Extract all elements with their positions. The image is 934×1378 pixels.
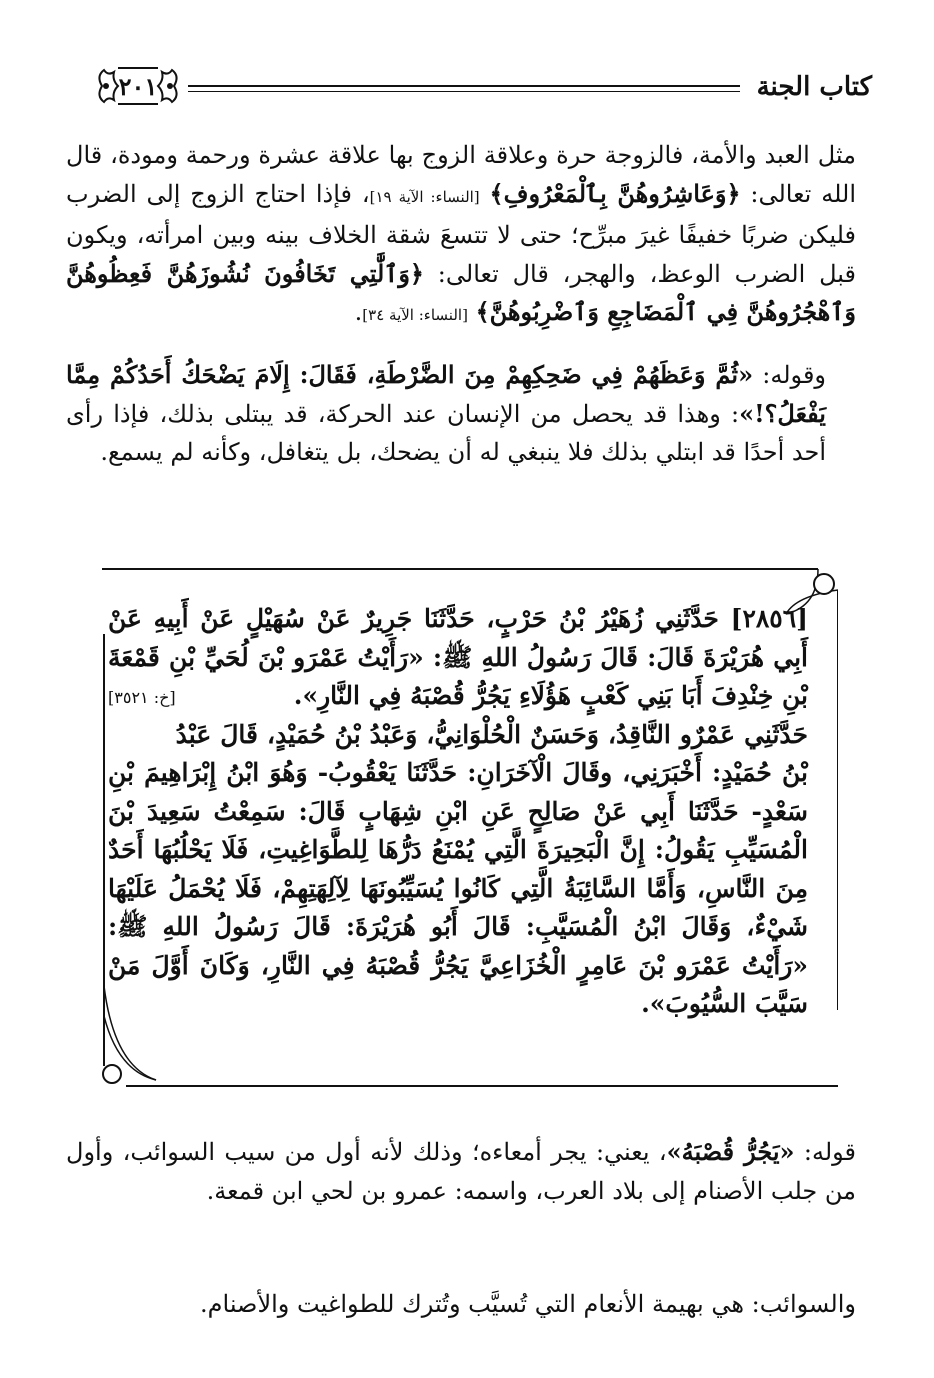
commentary-paragraph-1 xyxy=(66,136,856,335)
commentary-paragraph-4 xyxy=(66,1285,856,1324)
hadith-narration-2: حَدَّثَنِي عَمْرٌو النَّاقِدُ، وَحَسَنٌ الْحُلْوَانِيُّ، وَعَبْدُ بْنُ حُمَيْدٍ، قَالَ عَبْدُ بْنُ حُمَيْدٍ: أَخْبَرَنِي، وقَالَ الْآخَرَانِ: حَدَّثَنَا يَعْقُوبُ- وَهُوَ ابْنُ إِبْرَاهِيمَ بْنِ سَعْدٍ- حَدَّثَنَا أَبِي عَنْ صَالِحٍ عَنِ ابْنِ شِهَابٍ قَالَ: سَمِعْتُ سَعِيدَ بْنَ الْمُسَيِّبِ يَقُولُ: إِنَّ الْبَحِيرَةَ الَّتِي يُمْنَعُ دَرُّهَا لِلطَّوَاغِيتِ، فَلَا يَحْلُبُهَا أَحَدٌ مِنَ النَّاسِ، وَأَمَّا السَّائِبَةُ الَّتِي كَانُوا يُسَيِّبُونَهَا لِآلِهَتِهِمْ، فَلَا يُحْمَلُ عَلَيْهَا شَيْءٌ، وَقَالَ ابْنُ الْمُسَيَّبِ: قَالَ أَبُو هُرَيْرَةَ: قَالَ رَسُولُ اللهِ ﷺ: «رَأَيْتُ عَمْرَو بْنَ عَامِرٍ الْخُزَاعِيَّ يَجُرُّ قُصْبَهُ فِي النَّارِ، وَكَانَ أَوَّلَ مَنْ سَيَّبَ السُّيُوبَ». xyxy=(108,719,808,1018)
quran-verse: ﴿وَٱلَّٰتِي تَخَافُونَ نُشُوزَهُنَّ فَعِظُوهُنَّ وَٱهْجُرُوهُنَّ فِي ٱلْمَضَاجِعِ وَٱضْرِبُوهُنَّ﴾ xyxy=(66,258,856,326)
page-number-ornament xyxy=(92,62,184,110)
hadith-quote: «ثُمَّ وَعَظَهُمْ فِي ضَحِكِهِمْ مِنَ الضَّرْطَةِ، فَقَالَ: إِلَامَ يَضْحَكُ أَحَدُكُمْ مِمَّا يَفْعَلُ؟!» xyxy=(66,360,826,428)
commentary-text: ، يعني: يجر أمعاءه؛ وذلك لأنه أول من سيب السوائب، وأول من جلب الأصنام إلى بلاد العرب، واسمه: عمرو بن لحي ابن قمعة. xyxy=(66,1138,856,1205)
commentary-paragraph-3 xyxy=(66,1133,856,1210)
hadith-text xyxy=(108,600,808,1024)
commentary-text: مثل العبد والأمة، فالزوجة حرة وعلاقة الزوج بها علاقة عشرة ورحمة ومودة، قال الله تعالى: xyxy=(66,141,857,208)
verse-citation: [النساء: الآية ٣٤] xyxy=(362,306,468,324)
quran-verse: ﴿وَعَاشِرُوهُنَّ بِٱلْمَعْرُوفِ﴾ xyxy=(489,178,741,208)
commentary-paragraph-2 xyxy=(66,356,856,472)
commentary-text: : وهذا قد يحصل من الإنسان عند الحركة، قد يبتلى بذلك، فإذا رأى أحد أحدًا قد ابتلي بذلك فلا ينبغي له أن يضحك، بل يتغافل، وكأنه لم يسمع. xyxy=(66,399,826,466)
verse-citation: [النساء: الآية ١٩] xyxy=(369,187,480,206)
page-header xyxy=(92,58,872,118)
commentary-text: ، فإذا احتاج الزوج إلى الضرب فليكن ضربًا خفيفًا غيرَ مبرِّح؛ حتى لا تتسعَ شقة الخلاف بينه وبين امرأته، ويكون قبل الضرب الوعظ، والهجر، قال تعالى: xyxy=(66,179,856,288)
hadith-quote: «يَجُرُّ قُصْبَهُ» xyxy=(666,1137,795,1166)
commentary-text: والسوائب: هي بهيمة الأنعام التي تُسيَّب وتُترك للطواغيت والأصنام. xyxy=(200,1290,856,1318)
header-rule-thin xyxy=(188,91,740,92)
header-rule xyxy=(188,85,740,87)
commentary-text: وقوله: xyxy=(753,361,827,389)
hadith-reference: [خ: ٣٥٢١] xyxy=(108,688,176,707)
commentary-text: . xyxy=(354,298,363,326)
commentary-text: قوله: xyxy=(794,1138,857,1166)
hadith-narration-1: [٢٨٥٦] حَدَّثَنِي زُهَيْرُ بْنُ حَرْبٍ، حَدَّثَنَا جَرِيرٌ عَنْ سُهَيْلٍ عَنْ أَبِيهِ عَنْ أَبِي هُرَيْرَةَ قَالَ: قَالَ رَسُولُ اللهِ ﷺ: «رَأَيْتُ عَمْرَو بْنَ لُحَيِّ بْنِ قَمْعَةَ بْنِ خِنْدِفَ أَبَا بَنِي كَعْبٍ هَؤُلَاءِ يَجُرُّ قُصْبَهُ فِي النَّارِ». xyxy=(108,604,808,710)
chapter-title: كتاب الجنة xyxy=(756,72,872,102)
page-number: ٢٠١ xyxy=(118,72,158,101)
